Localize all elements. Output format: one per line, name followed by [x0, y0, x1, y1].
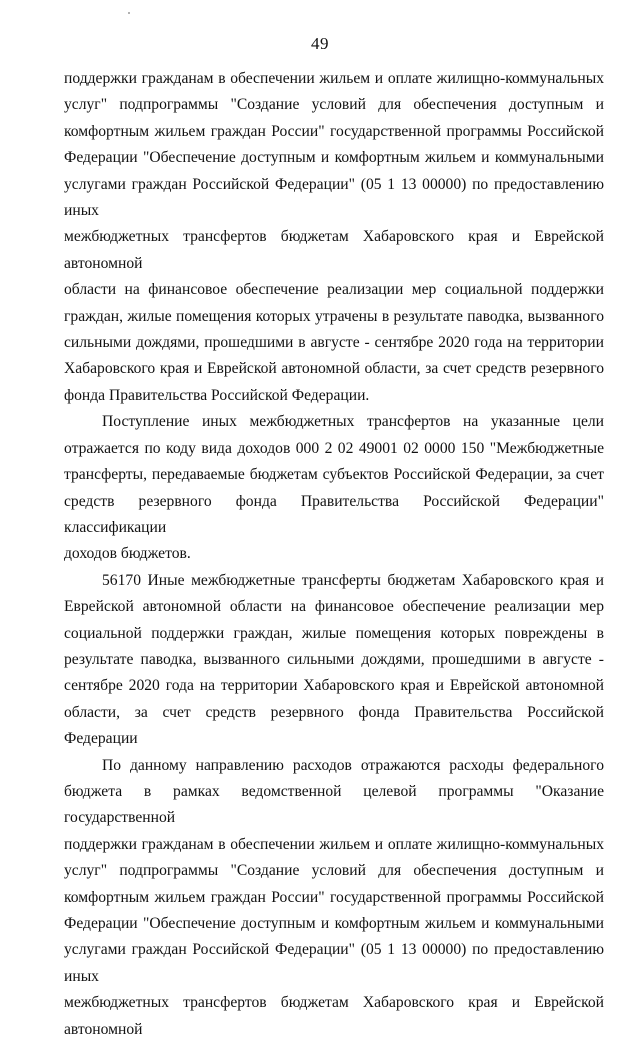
- text-line: Федерации "Обеспечение доступным и комфортным жильем и коммунальными: [64, 149, 604, 167]
- text-line: поддержки гражданам в обеспечении жильем и оплате жилищно-коммунальных: [64, 70, 604, 87]
- text-line: области, за счет средств резервного фонда Правительства Российской Федерации: [64, 703, 604, 748]
- text-line: услуг" подпрограммы "Создание условий для обеспечения доступным и: [64, 862, 604, 880]
- text-line: доходов бюджетов.: [64, 545, 191, 563]
- paragraph-4: [64, 753, 604, 1043]
- text-line: 56170 Иные межбюджетные трансферты бюджетам Хабаровского края и: [102, 571, 604, 589]
- text-line: сентябре 2020 года на территории Хабаровского края и Еврейской автономной: [64, 677, 604, 695]
- text-line: Федерации "Обеспечение доступным и комфортным жильем и коммунальными: [64, 915, 604, 932]
- text-line: фонда Правительства Российской Федерации.: [64, 386, 370, 404]
- text-line: результате паводка, вызванного сильными дождями, прошедшими в августе -: [64, 650, 604, 668]
- text-line: трансферты, передаваемые бюджетам субъектов Российской Федерации, за счет: [64, 466, 604, 484]
- text-line: услугами граждан Российской Федерации" (05 1 13 00000) по предоставлению иных: [64, 941, 604, 985]
- text-line: средств резервного фонда Правительства Российской Федерации" классификации: [64, 492, 604, 536]
- text-line: отражается по коду вида доходов 000 2 02 49001 02 0000 150 "Межбюджетные: [64, 439, 604, 457]
- text-line: области на финансовое обеспечение реализации мер социальной поддержки: [64, 281, 604, 299]
- scan-dot: [128, 12, 130, 14]
- text-line: межбюджетных трансфертов бюджетам Хабаровского края и Еврейской автономной: [64, 228, 604, 272]
- paragraph-1: [64, 66, 604, 409]
- text-line: комфортным жильем граждан России" государственной программы Российской: [64, 122, 604, 140]
- page-number: 49: [311, 34, 329, 53]
- text-line: услуг" подпрограммы "Создание условий для обеспечения доступным и: [64, 96, 604, 114]
- text-line: бюджета в рамках ведомственной целевой программы "Оказание государственной: [64, 782, 604, 827]
- text-line: услугами граждан Российской Федерации" (05 1 13 00000) по предоставлению иных: [64, 175, 604, 220]
- paragraph-2: [64, 409, 604, 567]
- text-line: поддержки гражданам в обеспечении жильем и оплате жилищно-коммунальных: [64, 835, 604, 853]
- text-line: комфортным жильем граждан России" государственной программы Российской: [64, 888, 604, 906]
- text-line: Еврейской автономной области на финансовое обеспечение реализации мер: [64, 598, 604, 616]
- text-line: социальной поддержки граждан, жилые помещения которых повреждены в: [64, 624, 604, 642]
- text-line: граждан, жилые помещения которых утрачены в результате паводка, вызванного: [64, 307, 604, 325]
- text-line: По данному направлению расходов отражаются расходы федерального: [102, 756, 604, 774]
- document-body: [64, 66, 604, 1043]
- text-line: Поступление иных межбюджетных трансфертов на указанные цели: [102, 413, 604, 431]
- text-line: межбюджетных трансфертов бюджетам Хабаровского края и Еврейской автономной: [64, 994, 604, 1038]
- paragraph-3: [64, 568, 604, 753]
- text-line: Хабаровского края и Еврейской автономной области, за счет средств резервного: [64, 360, 604, 378]
- text-line: сильными дождями, прошедшими в августе - сентябре 2020 года на территории: [64, 334, 604, 352]
